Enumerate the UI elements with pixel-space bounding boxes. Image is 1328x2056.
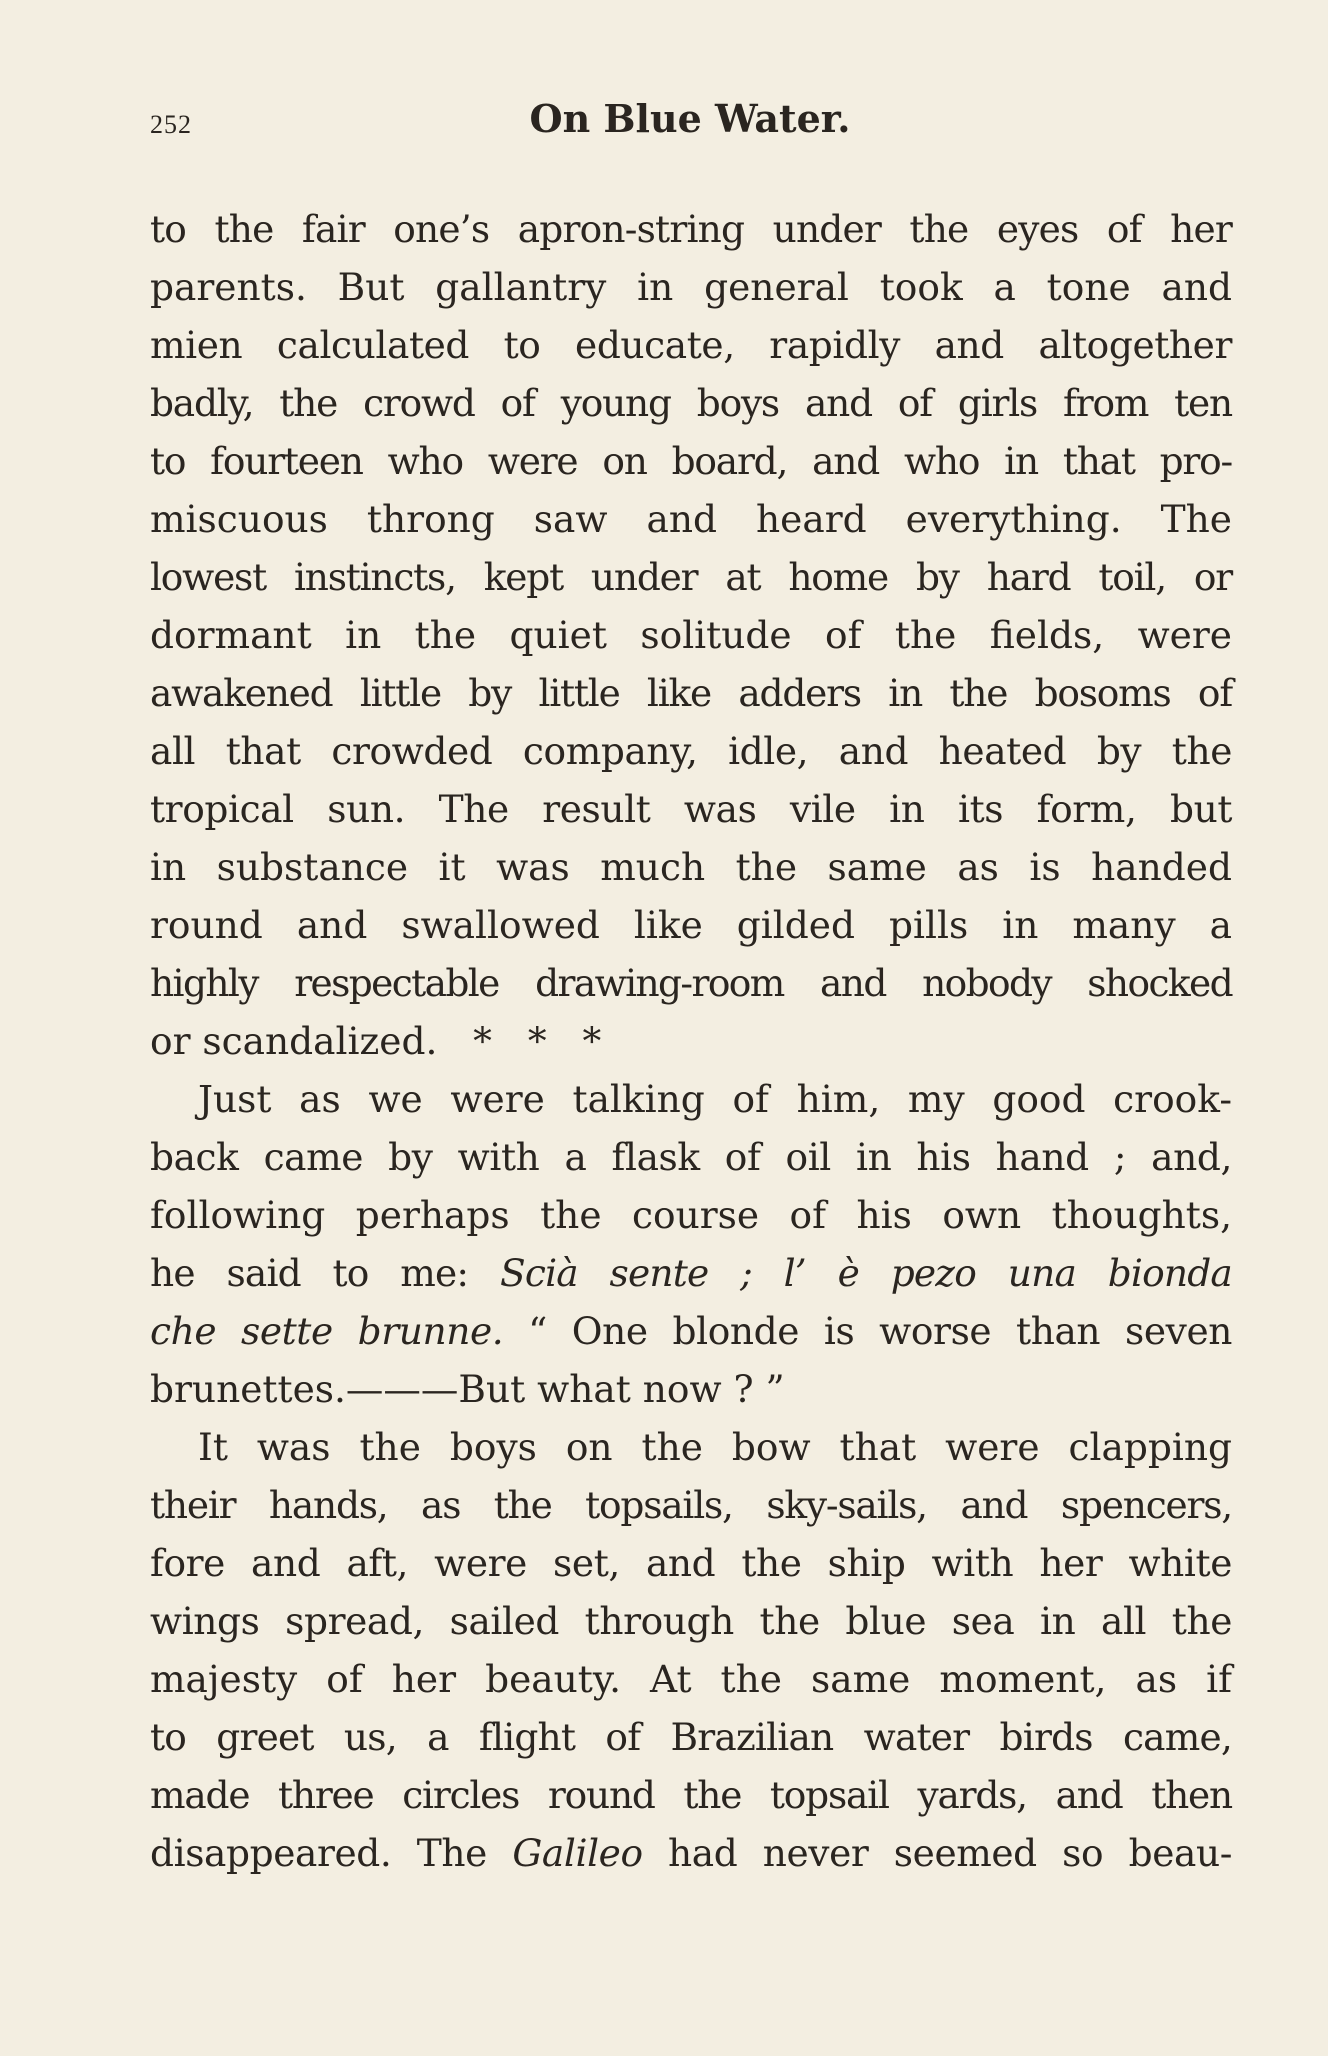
text-fragment: or scandalized. — [150, 1019, 438, 1063]
text-line: badly, the crowd of young boys and of girls from ten — [150, 381, 1232, 425]
text-line: majesty of her beauty. At the same moment, as if — [150, 1657, 1232, 1701]
paragraph-start: It was the boys on the bow that were clapping — [198, 1425, 1232, 1469]
text-line-with-italic — [150, 1302, 1232, 1360]
paragraph-start: Just as we were talking of him, my good crook- — [198, 1077, 1232, 1121]
text-line: back came by with a flask of oil in his hand ; and, — [150, 1135, 1232, 1179]
text-line: round and swallowed like gilded pills in many a — [150, 903, 1232, 947]
text-line-with-stars — [150, 1012, 1232, 1070]
running-title: On Blue Water. — [529, 96, 851, 141]
text-line: to greet us, a flight of Brazilian water birds came, — [150, 1715, 1232, 1759]
page-number: 252 — [150, 110, 192, 139]
italian-quote: Scià sente ; l’ è pezo una bionda — [499, 1251, 1232, 1295]
body-text — [150, 200, 1232, 1882]
text-line: wings spread, sailed through the blue sea in all the — [150, 1599, 1232, 1643]
text-fragment: had never seemed so beau- — [668, 1831, 1232, 1875]
text-fragment: he said to me: — [150, 1251, 469, 1295]
text-line: awakened little by little like adders in the bosoms of — [150, 671, 1232, 715]
text-fragment: disappeared. The — [150, 1831, 487, 1875]
ship-name: Galileo — [512, 1831, 643, 1875]
text-line: to fourteen who were on board, and who in that pro- — [150, 439, 1232, 483]
text-line: brunettes.———But what now ? ” — [150, 1367, 785, 1411]
text-line: made three circles round the topsail yards, and then — [150, 1773, 1232, 1817]
text-line-with-italic — [150, 1824, 1232, 1882]
translation-quote: “ One blonde is worse than seven — [528, 1309, 1232, 1353]
section-break-stars: * * * — [473, 1019, 602, 1063]
text-line: highly respectable drawing-room and nobody shocked — [150, 961, 1232, 1005]
text-line: to the fair one’s apron-string under the eyes of her — [150, 207, 1232, 251]
text-line: following perhaps the course of his own thoughts, — [150, 1193, 1232, 1237]
text-line: parents. But gallantry in general took a tone and — [150, 265, 1232, 309]
text-line: fore and aft, were set, and the ship with her white — [150, 1541, 1232, 1585]
text-line: in substance it was much the same as is handed — [150, 845, 1232, 889]
page-header — [150, 96, 1230, 156]
text-line: mien calculated to educate, rapidly and altogether — [150, 323, 1232, 367]
text-line: dormant in the quiet solitude of the fields, were — [150, 613, 1232, 657]
text-line: lowest instincts, kept under at home by hard toil, or — [150, 555, 1232, 599]
text-line-with-italic — [150, 1244, 1232, 1302]
text-line: miscuous throng saw and heard everything. The — [150, 497, 1232, 541]
text-line: tropical sun. The result was vile in its form, but — [150, 787, 1232, 831]
text-line: all that crowded company, idle, and heated by the — [150, 729, 1232, 773]
italian-quote-end: che sette brunne. — [150, 1309, 504, 1353]
text-line: their hands, as the topsails, sky-sails, and spencers, — [150, 1483, 1232, 1527]
